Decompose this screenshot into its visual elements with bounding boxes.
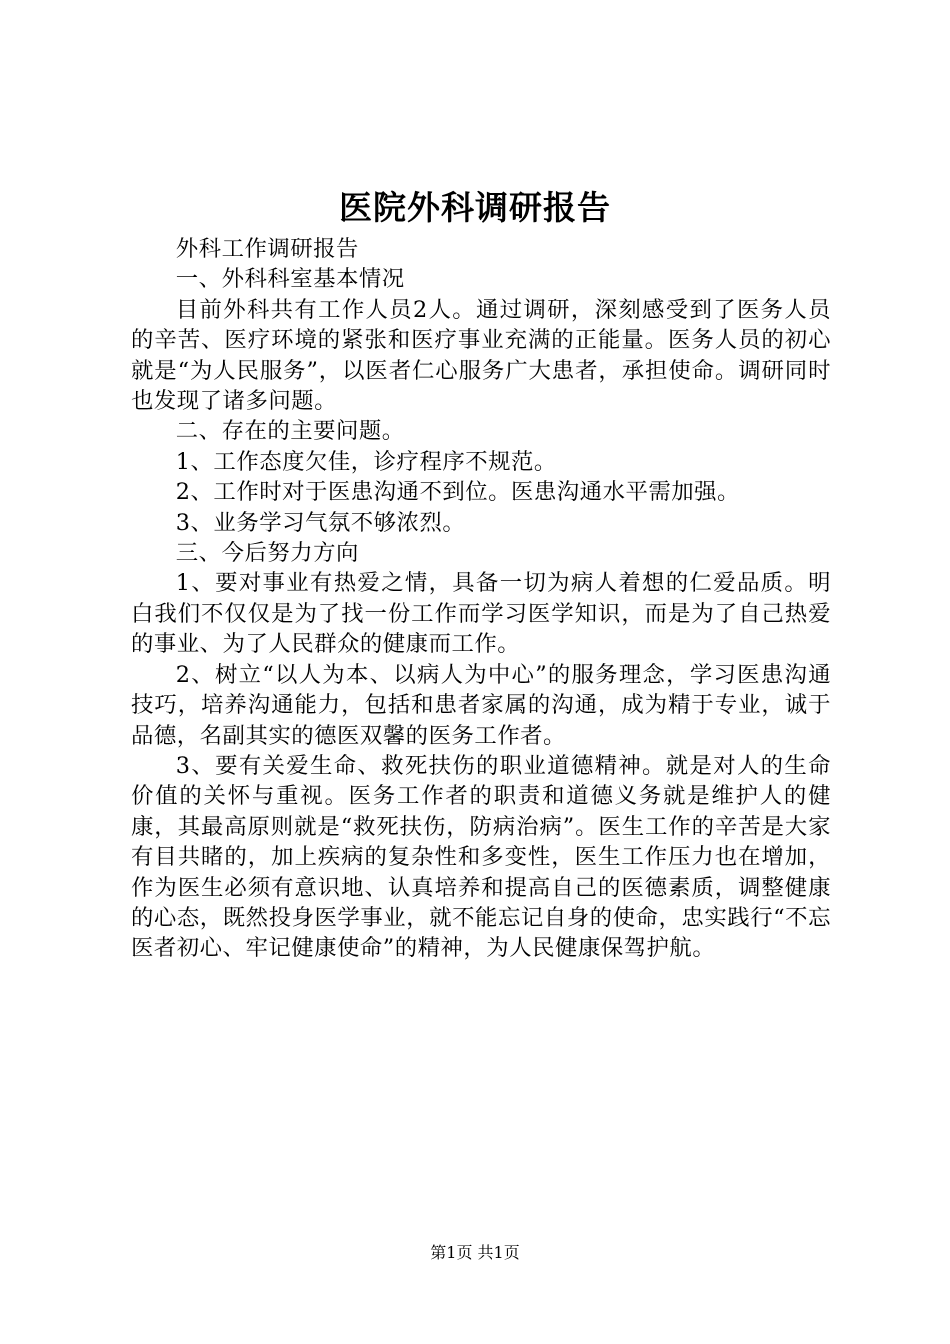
paragraph-subtitle: 外科工作调研报告 — [175, 236, 359, 262]
paragraph-problem-3: 3、业务学习气氛不够浓烈。 — [175, 509, 466, 536]
paragraph-section-1-heading: 一、外科科室基本情况 — [175, 266, 405, 293]
paragraph-direction-2: 2、树立“以人为本、以病人为中心”的服务理念，学习医患沟通技巧，培养沟通能力，包括和患者家属的沟通，成为精于专业，诚于品德，名副其实的德医双馨的医务工作者。 — [131, 661, 831, 749]
paragraph-section-1-body: 目前外科共有工作人员2人。通过调研，深刻感受到了医务人员的辛苦、医疗环境的紧张和医疗事业充满的正能量。医务人员的初心就是“为人民服务”，以医者仁心服务广大患者，承担使命。调研同时也发现了诸多问题。 — [131, 296, 831, 415]
paragraph-section-2-heading: 二、存在的主要问题。 — [175, 418, 405, 445]
paragraph-problem-2: 2、工作时对于医患沟通不到位。医患沟通水平需加强。 — [175, 479, 740, 506]
document-title: 医院外科调研报告 — [339, 188, 611, 227]
paragraph-problem-1: 1、工作态度欠佳，诊疗程序不规范。 — [175, 448, 557, 475]
document-body — [131, 234, 831, 964]
paragraph-direction-3: 3、要有关爱生命、救死扶伤的职业道德精神。就是对人的生命价值的关怀与重视。医务工作者的职责和道德义务就是维护人的健康，其最高原则就是“救死扶伤，防病治病”。医生工作的辛苦是大家有目共睹的，加上疾病的复杂性和多变性，医生工作压力也在增加，作为医生必须有意识地、认真培养和提高自己的医德素质，调整健康的心态，既然投身医学事业，就不能忘记自身的使命，忠实践行“不忘医者初心、牢记健康使命”的精神，为人民健康保驾护航。 — [131, 752, 831, 962]
paragraph-direction-1: 1、要对事业有热爱之情，具备一切为病人着想的仁爱品质。明白我们不仅仅是为了找一份工作而学习医学知识，而是为了自己热爱的事业、为了人民群众的健康而工作。 — [131, 570, 831, 658]
page-footer: 第1页 共1页 — [430, 1243, 520, 1262]
paragraph-section-3-heading: 三、今后努力方向 — [175, 540, 359, 567]
